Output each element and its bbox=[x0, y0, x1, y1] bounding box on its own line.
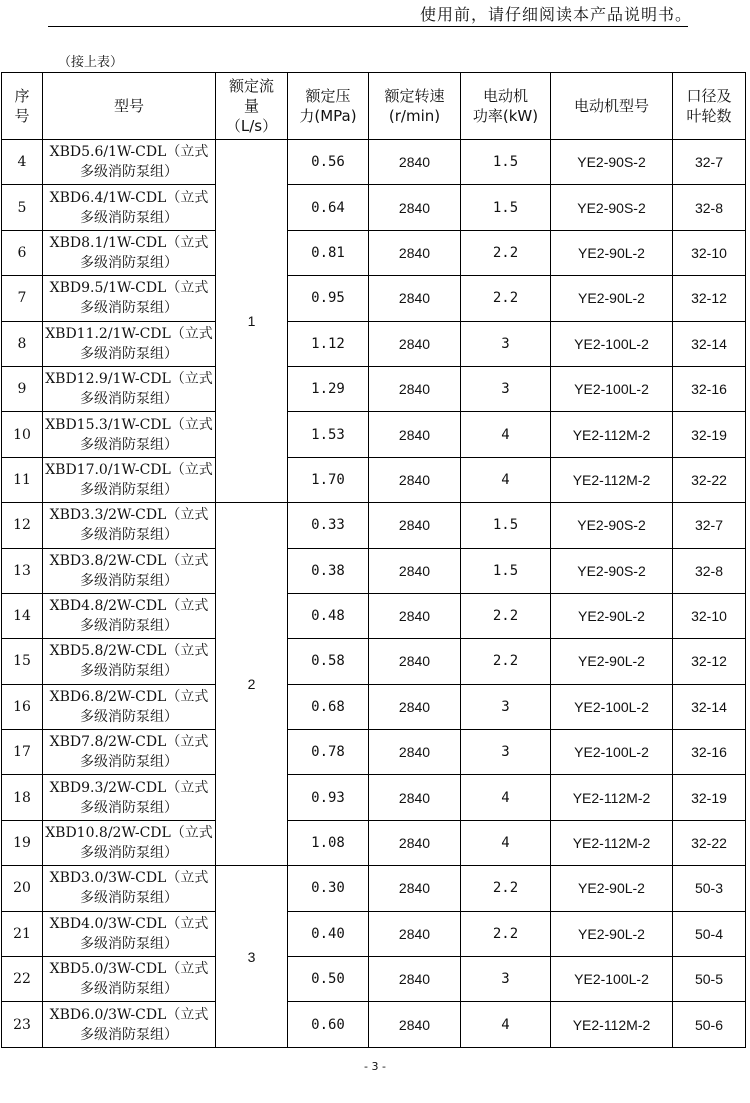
cell-motor: YE2-90L-2 bbox=[551, 911, 673, 956]
cell-speed: 2840 bbox=[369, 140, 461, 185]
cell-bore: 50-3 bbox=[673, 866, 746, 911]
cell-motor: YE2-100L-2 bbox=[551, 366, 673, 411]
cell-bore: 32-19 bbox=[673, 412, 746, 457]
cell-speed: 2840 bbox=[369, 1002, 461, 1047]
cell-pressure: 0.78 bbox=[288, 730, 369, 775]
cell-power: 2.2 bbox=[461, 230, 551, 275]
cell-bore: 32-16 bbox=[673, 366, 746, 411]
cell-seq: 9 bbox=[2, 366, 43, 411]
cell-speed: 2840 bbox=[369, 775, 461, 820]
cell-speed: 2840 bbox=[369, 911, 461, 956]
table-row bbox=[2, 548, 746, 593]
cell-power: 1.5 bbox=[461, 548, 551, 593]
table-row bbox=[2, 366, 746, 411]
cell-speed: 2840 bbox=[369, 503, 461, 548]
cell-model: XBD11.2/1W-CDL（立式多级消防泵组） bbox=[43, 321, 216, 366]
cell-power: 2.2 bbox=[461, 276, 551, 321]
table-header-row bbox=[2, 73, 746, 140]
table-row bbox=[2, 866, 746, 911]
cell-speed: 2840 bbox=[369, 639, 461, 684]
table-row bbox=[2, 684, 746, 729]
cell-seq: 13 bbox=[2, 548, 43, 593]
cell-pressure: 0.38 bbox=[288, 548, 369, 593]
cell-power: 1.5 bbox=[461, 185, 551, 230]
table-row bbox=[2, 820, 746, 865]
cell-speed: 2840 bbox=[369, 412, 461, 457]
cell-motor: YE2-100L-2 bbox=[551, 321, 673, 366]
cell-speed: 2840 bbox=[369, 230, 461, 275]
cell-pressure: 0.56 bbox=[288, 140, 369, 185]
col-header-bore: 口径及 叶轮数 bbox=[673, 73, 746, 140]
cell-bore: 32-12 bbox=[673, 276, 746, 321]
cell-model: XBD6.4/1W-CDL（立式多级消防泵组） bbox=[43, 185, 216, 230]
cell-seq: 4 bbox=[2, 140, 43, 185]
cell-pressure: 0.64 bbox=[288, 185, 369, 230]
cell-pressure: 1.08 bbox=[288, 820, 369, 865]
table-body bbox=[2, 140, 746, 1048]
table-row bbox=[2, 276, 746, 321]
table-row bbox=[2, 730, 746, 775]
cell-power: 3 bbox=[461, 321, 551, 366]
cell-model: XBD5.6/1W-CDL（立式多级消防泵组） bbox=[43, 140, 216, 185]
cell-model: XBD17.0/1W-CDL（立式多级消防泵组） bbox=[43, 457, 216, 502]
cell-power: 4 bbox=[461, 1002, 551, 1047]
cell-seq: 21 bbox=[2, 911, 43, 956]
table-row bbox=[2, 593, 746, 638]
cell-bore: 32-14 bbox=[673, 321, 746, 366]
cell-seq: 6 bbox=[2, 230, 43, 275]
cell-model: XBD15.3/1W-CDL（立式多级消防泵组） bbox=[43, 412, 216, 457]
cell-pressure: 0.48 bbox=[288, 593, 369, 638]
col-header-speed: 额定转速 (r/min) bbox=[369, 73, 461, 140]
cell-pressure: 0.30 bbox=[288, 866, 369, 911]
cell-speed: 2840 bbox=[369, 548, 461, 593]
table-row bbox=[2, 775, 746, 820]
cell-seq: 23 bbox=[2, 1002, 43, 1047]
cell-model: XBD7.8/2W-CDL（立式多级消防泵组） bbox=[43, 730, 216, 775]
cell-model: XBD5.8/2W-CDL（立式多级消防泵组） bbox=[43, 639, 216, 684]
cell-speed: 2840 bbox=[369, 185, 461, 230]
cell-flow: 2 bbox=[216, 503, 288, 866]
cell-seq: 10 bbox=[2, 412, 43, 457]
cell-speed: 2840 bbox=[369, 366, 461, 411]
cell-speed: 2840 bbox=[369, 684, 461, 729]
cell-seq: 17 bbox=[2, 730, 43, 775]
table-row bbox=[2, 639, 746, 684]
cell-motor: YE2-90L-2 bbox=[551, 593, 673, 638]
cell-bore: 32-19 bbox=[673, 775, 746, 820]
cell-speed: 2840 bbox=[369, 730, 461, 775]
cell-motor: YE2-112M-2 bbox=[551, 820, 673, 865]
cell-model: XBD6.8/2W-CDL（立式多级消防泵组） bbox=[43, 684, 216, 729]
cell-pressure: 0.33 bbox=[288, 503, 369, 548]
cell-model: XBD5.0/3W-CDL（立式多级消防泵组） bbox=[43, 957, 216, 1002]
cell-power: 3 bbox=[461, 957, 551, 1002]
cell-power: 2.2 bbox=[461, 911, 551, 956]
table-row bbox=[2, 911, 746, 956]
cell-bore: 32-10 bbox=[673, 230, 746, 275]
cell-speed: 2840 bbox=[369, 957, 461, 1002]
cell-pressure: 0.60 bbox=[288, 1002, 369, 1047]
cell-model: XBD3.0/3W-CDL（立式多级消防泵组） bbox=[43, 866, 216, 911]
cell-pressure: 0.50 bbox=[288, 957, 369, 1002]
table-row bbox=[2, 1002, 746, 1047]
cell-bore: 32-12 bbox=[673, 639, 746, 684]
col-header-flow: 额定流 量 （L/s） bbox=[216, 73, 288, 140]
col-header-seq: 序 号 bbox=[2, 73, 43, 140]
cell-motor: YE2-100L-2 bbox=[551, 957, 673, 1002]
cell-seq: 16 bbox=[2, 684, 43, 729]
cell-power: 1.5 bbox=[461, 140, 551, 185]
cell-pressure: 1.29 bbox=[288, 366, 369, 411]
cell-bore: 32-8 bbox=[673, 185, 746, 230]
cell-seq: 15 bbox=[2, 639, 43, 684]
cell-pressure: 0.93 bbox=[288, 775, 369, 820]
cell-motor: YE2-90S-2 bbox=[551, 503, 673, 548]
cell-bore: 50-6 bbox=[673, 1002, 746, 1047]
cell-seq: 18 bbox=[2, 775, 43, 820]
cell-bore: 32-7 bbox=[673, 140, 746, 185]
cell-motor: YE2-90S-2 bbox=[551, 548, 673, 593]
cell-pressure: 1.12 bbox=[288, 321, 369, 366]
cell-bore: 32-10 bbox=[673, 593, 746, 638]
cell-seq: 19 bbox=[2, 820, 43, 865]
table-row bbox=[2, 185, 746, 230]
cell-flow: 3 bbox=[216, 866, 288, 1048]
cell-motor: YE2-90L-2 bbox=[551, 276, 673, 321]
cell-seq: 12 bbox=[2, 503, 43, 548]
cell-model: XBD8.1/1W-CDL（立式多级消防泵组） bbox=[43, 230, 216, 275]
col-header-power: 电动机 功率(kW) bbox=[461, 73, 551, 140]
cell-motor: YE2-90S-2 bbox=[551, 185, 673, 230]
cell-motor: YE2-112M-2 bbox=[551, 457, 673, 502]
col-header-pressure: 额定压 力(MPa) bbox=[288, 73, 369, 140]
page-number: - 3 - bbox=[364, 1060, 386, 1073]
cell-motor: YE2-112M-2 bbox=[551, 775, 673, 820]
cell-motor: YE2-90L-2 bbox=[551, 639, 673, 684]
cell-pressure: 0.81 bbox=[288, 230, 369, 275]
cell-bore: 32-14 bbox=[673, 684, 746, 729]
cell-model: XBD9.5/1W-CDL（立式多级消防泵组） bbox=[43, 276, 216, 321]
cell-model: XBD4.8/2W-CDL（立式多级消防泵组） bbox=[43, 593, 216, 638]
cell-bore: 32-22 bbox=[673, 457, 746, 502]
cell-power: 2.2 bbox=[461, 866, 551, 911]
cell-motor: YE2-90S-2 bbox=[551, 140, 673, 185]
cell-seq: 8 bbox=[2, 321, 43, 366]
table-row bbox=[2, 230, 746, 275]
cell-speed: 2840 bbox=[369, 593, 461, 638]
cell-motor: YE2-112M-2 bbox=[551, 412, 673, 457]
cell-seq: 20 bbox=[2, 866, 43, 911]
cell-motor: YE2-90L-2 bbox=[551, 230, 673, 275]
cell-power: 4 bbox=[461, 775, 551, 820]
cell-speed: 2840 bbox=[369, 457, 461, 502]
table-row bbox=[2, 957, 746, 1002]
cell-speed: 2840 bbox=[369, 820, 461, 865]
table-row bbox=[2, 457, 746, 502]
cell-speed: 2840 bbox=[369, 321, 461, 366]
cell-bore: 50-4 bbox=[673, 911, 746, 956]
cell-pressure: 0.68 bbox=[288, 684, 369, 729]
table-row bbox=[2, 503, 746, 548]
cell-motor: YE2-90L-2 bbox=[551, 866, 673, 911]
cell-flow: 1 bbox=[216, 140, 288, 503]
cell-seq: 11 bbox=[2, 457, 43, 502]
cell-model: XBD12.9/1W-CDL（立式多级消防泵组） bbox=[43, 366, 216, 411]
cell-power: 1.5 bbox=[461, 503, 551, 548]
col-header-motor: 电动机型号 bbox=[551, 73, 673, 140]
cell-speed: 2840 bbox=[369, 276, 461, 321]
cell-power: 3 bbox=[461, 366, 551, 411]
cell-power: 3 bbox=[461, 730, 551, 775]
continued-label: （接上表） bbox=[58, 55, 124, 70]
cell-motor: YE2-100L-2 bbox=[551, 730, 673, 775]
cell-pressure: 0.95 bbox=[288, 276, 369, 321]
cell-speed: 2840 bbox=[369, 866, 461, 911]
cell-bore: 50-5 bbox=[673, 957, 746, 1002]
header-rule bbox=[48, 26, 688, 27]
cell-seq: 7 bbox=[2, 276, 43, 321]
cell-bore: 32-7 bbox=[673, 503, 746, 548]
cell-motor: YE2-100L-2 bbox=[551, 684, 673, 729]
cell-bore: 32-8 bbox=[673, 548, 746, 593]
cell-model: XBD9.3/2W-CDL（立式多级消防泵组） bbox=[43, 775, 216, 820]
cell-pressure: 1.53 bbox=[288, 412, 369, 457]
cell-bore: 32-22 bbox=[673, 820, 746, 865]
cell-bore: 32-16 bbox=[673, 730, 746, 775]
cell-model: XBD3.3/2W-CDL（立式多级消防泵组） bbox=[43, 503, 216, 548]
page-header-note: 使用前，请仔细阅读本产品说明书。 bbox=[419, 5, 692, 24]
table-row bbox=[2, 140, 746, 185]
pump-spec-table bbox=[1, 72, 746, 1048]
cell-model: XBD10.8/2W-CDL（立式多级消防泵组） bbox=[43, 820, 216, 865]
cell-power: 3 bbox=[461, 684, 551, 729]
cell-seq: 14 bbox=[2, 593, 43, 638]
table-row bbox=[2, 321, 746, 366]
cell-power: 2.2 bbox=[461, 639, 551, 684]
cell-model: XBD6.0/3W-CDL（立式多级消防泵组） bbox=[43, 1002, 216, 1047]
cell-power: 4 bbox=[461, 412, 551, 457]
cell-motor: YE2-112M-2 bbox=[551, 1002, 673, 1047]
cell-power: 4 bbox=[461, 820, 551, 865]
col-header-model: 型号 bbox=[43, 73, 216, 140]
cell-model: XBD4.0/3W-CDL（立式多级消防泵组） bbox=[43, 911, 216, 956]
table-row bbox=[2, 412, 746, 457]
cell-model: XBD3.8/2W-CDL（立式多级消防泵组） bbox=[43, 548, 216, 593]
cell-seq: 5 bbox=[2, 185, 43, 230]
cell-seq: 22 bbox=[2, 957, 43, 1002]
cell-pressure: 1.70 bbox=[288, 457, 369, 502]
cell-power: 4 bbox=[461, 457, 551, 502]
cell-power: 2.2 bbox=[461, 593, 551, 638]
cell-pressure: 0.40 bbox=[288, 911, 369, 956]
cell-pressure: 0.58 bbox=[288, 639, 369, 684]
